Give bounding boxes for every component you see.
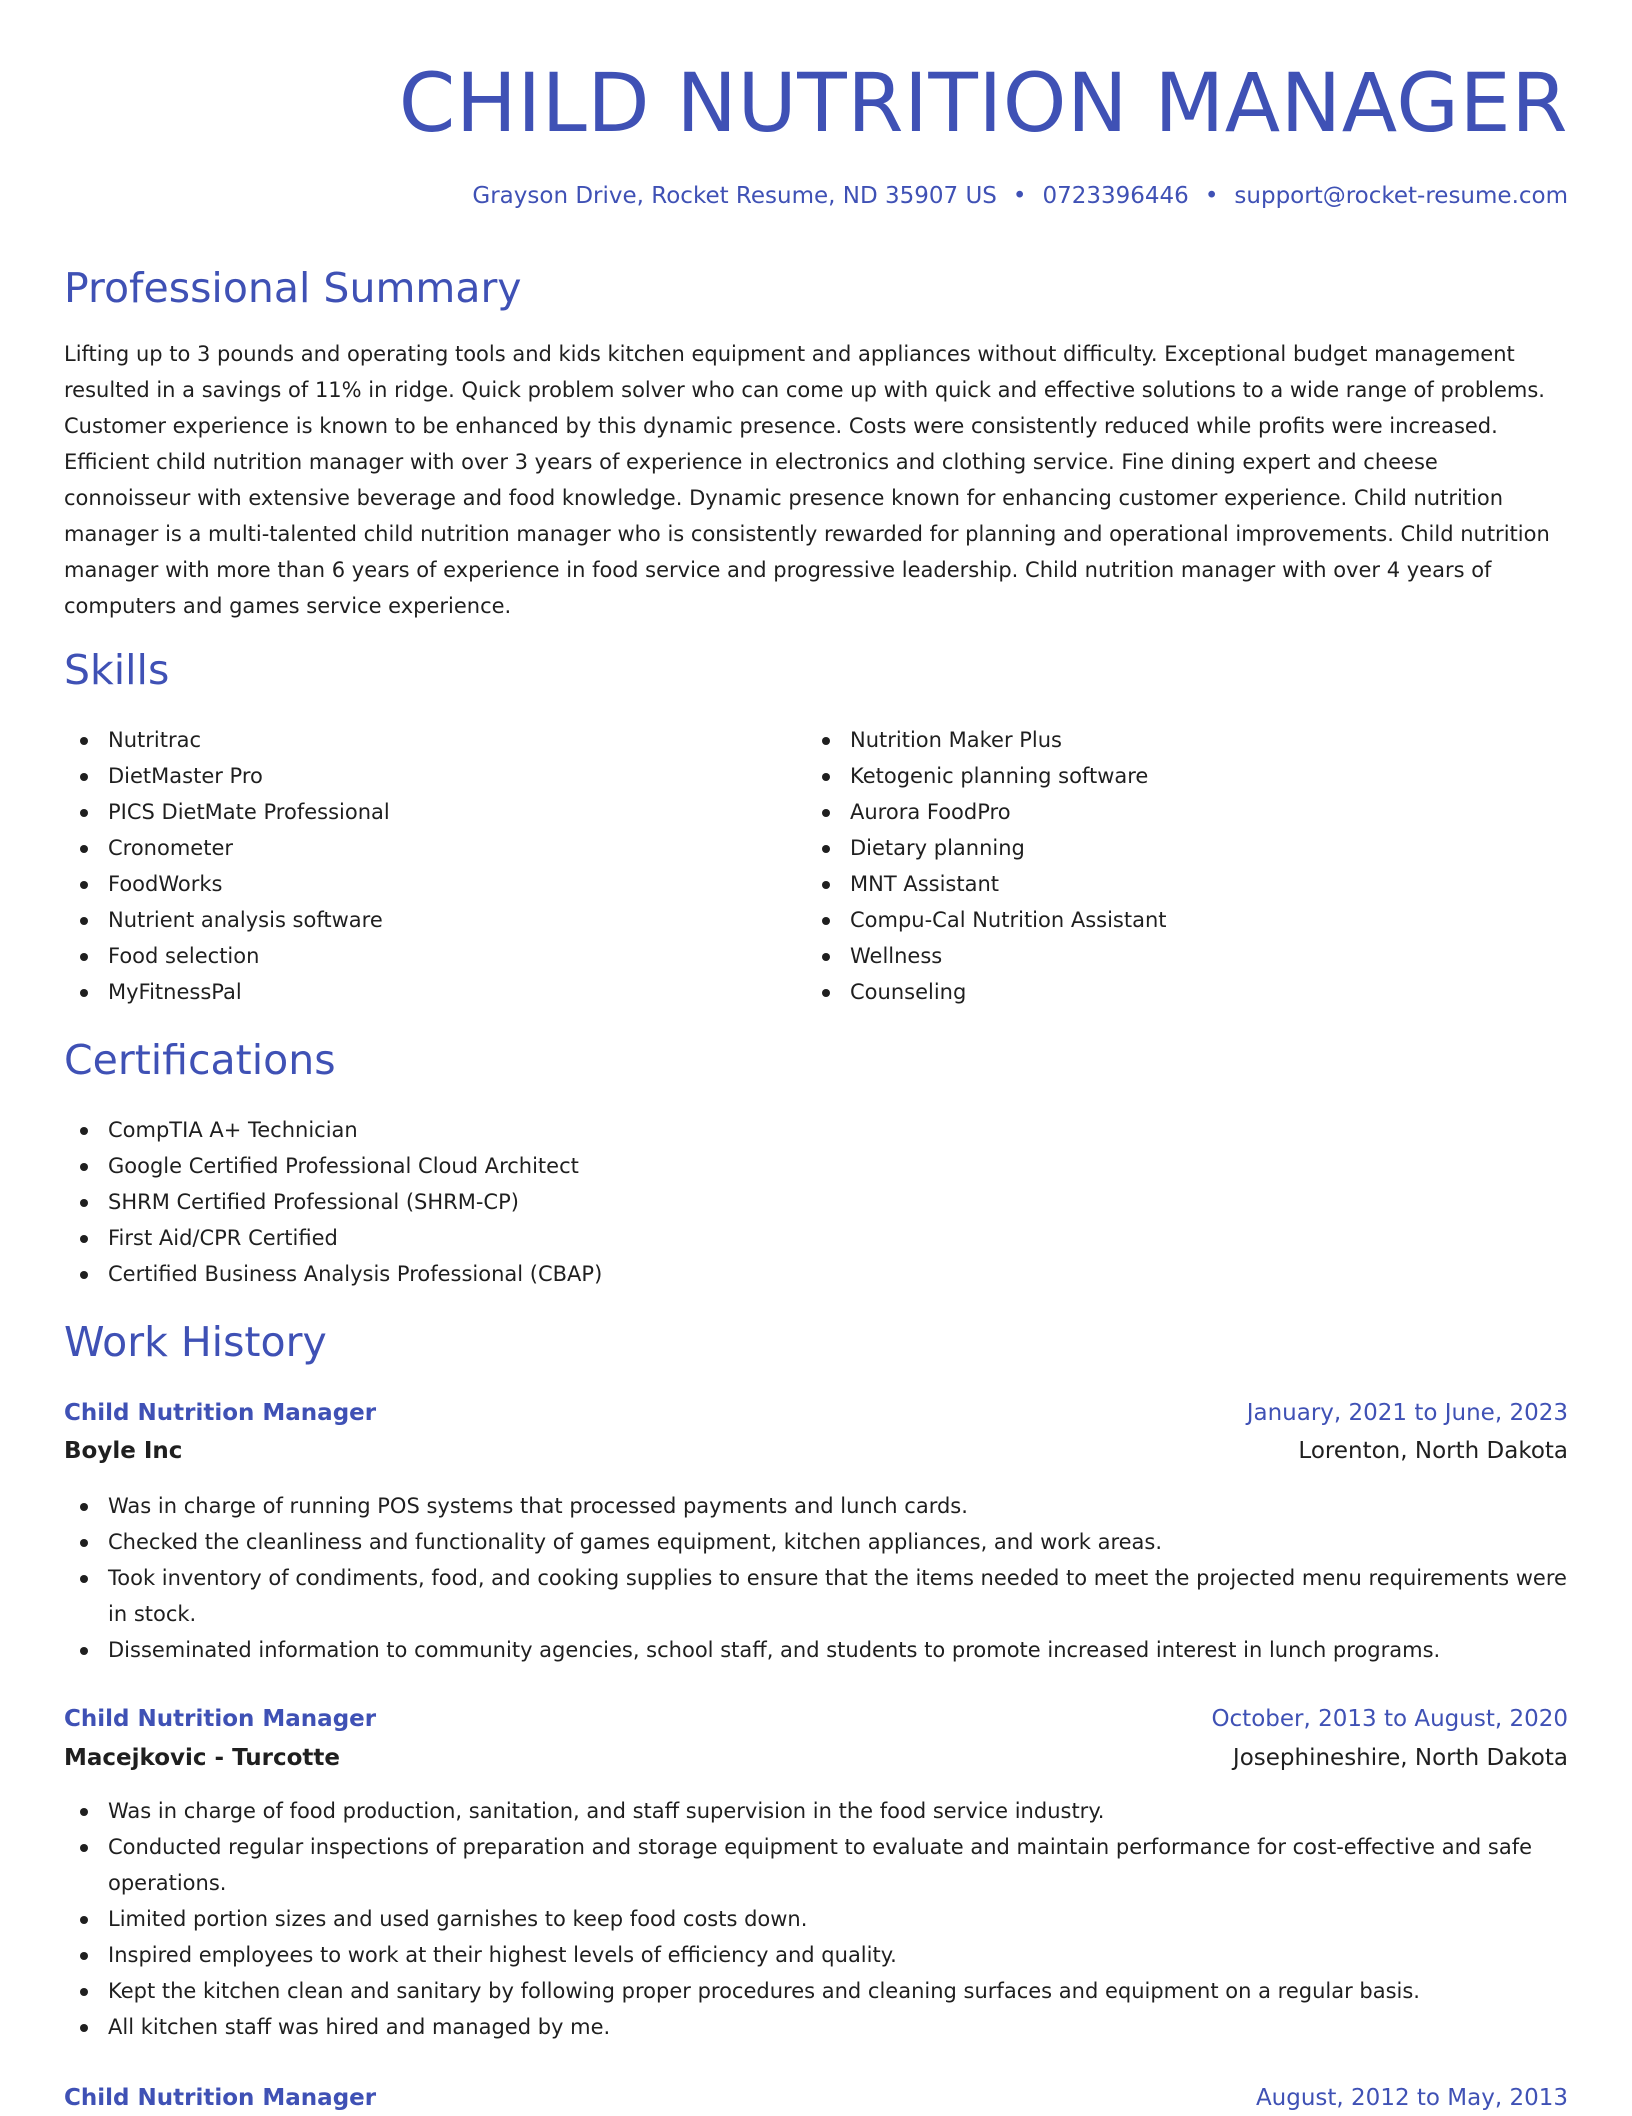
job-header bbox=[64, 1395, 1568, 1431]
job-duty-item: Inspired employees to work at their highest levels of efficiency and quality. bbox=[64, 1937, 1568, 1973]
skill-item: Cronometer bbox=[64, 830, 764, 866]
job-dates: August, 2012 to May, 2013 bbox=[1255, 2085, 1568, 2111]
job-company: Macejkovic - Turcotte bbox=[64, 1745, 340, 1771]
job-header bbox=[64, 1701, 1568, 1737]
contact-address: Grayson Drive, Rocket Resume, ND 35907 US bbox=[472, 183, 997, 209]
job-location: Lorenton, North Dakota bbox=[1298, 1438, 1568, 1464]
job-dates: October, 2013 to August, 2020 bbox=[1211, 1706, 1568, 1732]
skill-item: Compu-Cal Nutrition Assistant bbox=[806, 902, 1506, 938]
resume-name: CHILD NUTRITION MANAGER bbox=[398, 57, 1568, 151]
skills-list-left bbox=[64, 722, 764, 1010]
job-duty-item: Kept the kitchen clean and sanitary by following proper procedures and cleaning surfaces and equipment on a regular basis. bbox=[64, 1973, 1568, 2009]
contact-separator: • bbox=[1204, 183, 1219, 209]
job-title: Child Nutrition Manager bbox=[64, 2085, 377, 2111]
certification-item: First Aid/CPR Certified bbox=[64, 1220, 1568, 1256]
certification-item: Google Certified Professional Cloud Architect bbox=[64, 1148, 1568, 1184]
job-company: Boyle Inc bbox=[64, 1438, 183, 1464]
job-duty-item: All kitchen staff was hired and managed by me. bbox=[64, 2009, 1568, 2045]
skill-item: Nutritrac bbox=[64, 722, 764, 758]
skill-item: MNT Assistant bbox=[806, 866, 1506, 902]
skill-item: PICS DietMate Professional bbox=[64, 794, 764, 830]
skill-item: DietMaster Pro bbox=[64, 758, 764, 794]
certifications-heading: Certifications bbox=[64, 1036, 336, 1084]
contact-phone: 0723396446 bbox=[1042, 183, 1189, 209]
job-location: Josephineshire, North Dakota bbox=[1232, 1745, 1568, 1771]
skill-item: Counseling bbox=[806, 974, 1506, 1010]
job-duty-item: Was in charge of food production, sanitation, and staff supervision in the food service industry. bbox=[64, 1793, 1568, 1829]
job-duty-item: Was in charge of running POS systems that processed payments and lunch cards. bbox=[64, 1488, 1568, 1524]
job-header bbox=[64, 2080, 1568, 2116]
certification-item: Certified Business Analysis Professional (CBAP) bbox=[64, 1256, 1568, 1292]
certifications-list bbox=[64, 1112, 1568, 1292]
summary-heading: Professional Summary bbox=[64, 264, 522, 312]
skills-list-right bbox=[806, 722, 1506, 1010]
skill-item: Nutrient analysis software bbox=[64, 902, 764, 938]
certification-item: SHRM Certified Professional (SHRM-CP) bbox=[64, 1184, 1568, 1220]
job-duty-item: Limited portion sizes and used garnishes to keep food costs down. bbox=[64, 1901, 1568, 1937]
skills-heading: Skills bbox=[64, 646, 170, 694]
contact-line bbox=[472, 180, 1568, 212]
work-history-heading: Work History bbox=[64, 1318, 327, 1366]
job-duty-item: Disseminated information to community agencies, school staff, and students to promote increased interest in lunch programs. bbox=[64, 1632, 1568, 1668]
skill-item: Dietary planning bbox=[806, 830, 1506, 866]
summary-text: Lifting up to 3 pounds and operating tools and kids kitchen equipment and appliances without difficulty. Exceptional budget management resulted in a savings of 11% in ridge. Quick problem solver who can come up with quick and effective solutions to a wide range of problems. Customer experience is known to be enhanced by this dynamic presence. Costs were consistently reduced while profits were increased. Efficient child nutrition manager with over 3 years of experience in electronics and clothing service. Fine dining expert and cheese connoisseur with extensive beverage and food knowledge. Dynamic presence known for enhancing customer experience. Child nutrition manager is a multi-talented child nutrition manager who is consistently rewarded for planning and operational improvements. Child nutrition manager with more than 6 years of experience in food service and progressive leadership. Child nutrition manager with over 4 years of computers and games service experience. bbox=[64, 342, 1550, 618]
certification-item: CompTIA A+ Technician bbox=[64, 1112, 1568, 1148]
job-title: Child Nutrition Manager bbox=[64, 1706, 377, 1732]
skill-item: Ketogenic planning software bbox=[806, 758, 1506, 794]
skill-item: MyFitnessPal bbox=[64, 974, 764, 1010]
job-dates: January, 2021 to June, 2023 bbox=[1246, 1400, 1568, 1426]
contact-separator: • bbox=[1012, 183, 1027, 209]
skill-item: Aurora FoodPro bbox=[806, 794, 1506, 830]
job-duties-list bbox=[64, 1488, 1568, 1668]
skill-item: Nutrition Maker Plus bbox=[806, 722, 1506, 758]
skill-item: Food selection bbox=[64, 938, 764, 974]
job-duty-item: Conducted regular inspections of preparation and storage equipment to evaluate and maintain performance for cost-effective and safe operations. bbox=[64, 1829, 1568, 1901]
skill-item: FoodWorks bbox=[64, 866, 764, 902]
job-title: Child Nutrition Manager bbox=[64, 1400, 377, 1426]
job-duty-item: Checked the cleanliness and functionality of games equipment, kitchen appliances, and work areas. bbox=[64, 1524, 1568, 1560]
job-duty-item: Took inventory of condiments, food, and cooking supplies to ensure that the items needed to meet the projected menu requirements were in stock. bbox=[64, 1560, 1568, 1632]
contact-email[interactable]: support@rocket-resume.com bbox=[1234, 183, 1568, 209]
skill-item: Wellness bbox=[806, 938, 1506, 974]
job-duties-list bbox=[64, 1793, 1568, 2045]
